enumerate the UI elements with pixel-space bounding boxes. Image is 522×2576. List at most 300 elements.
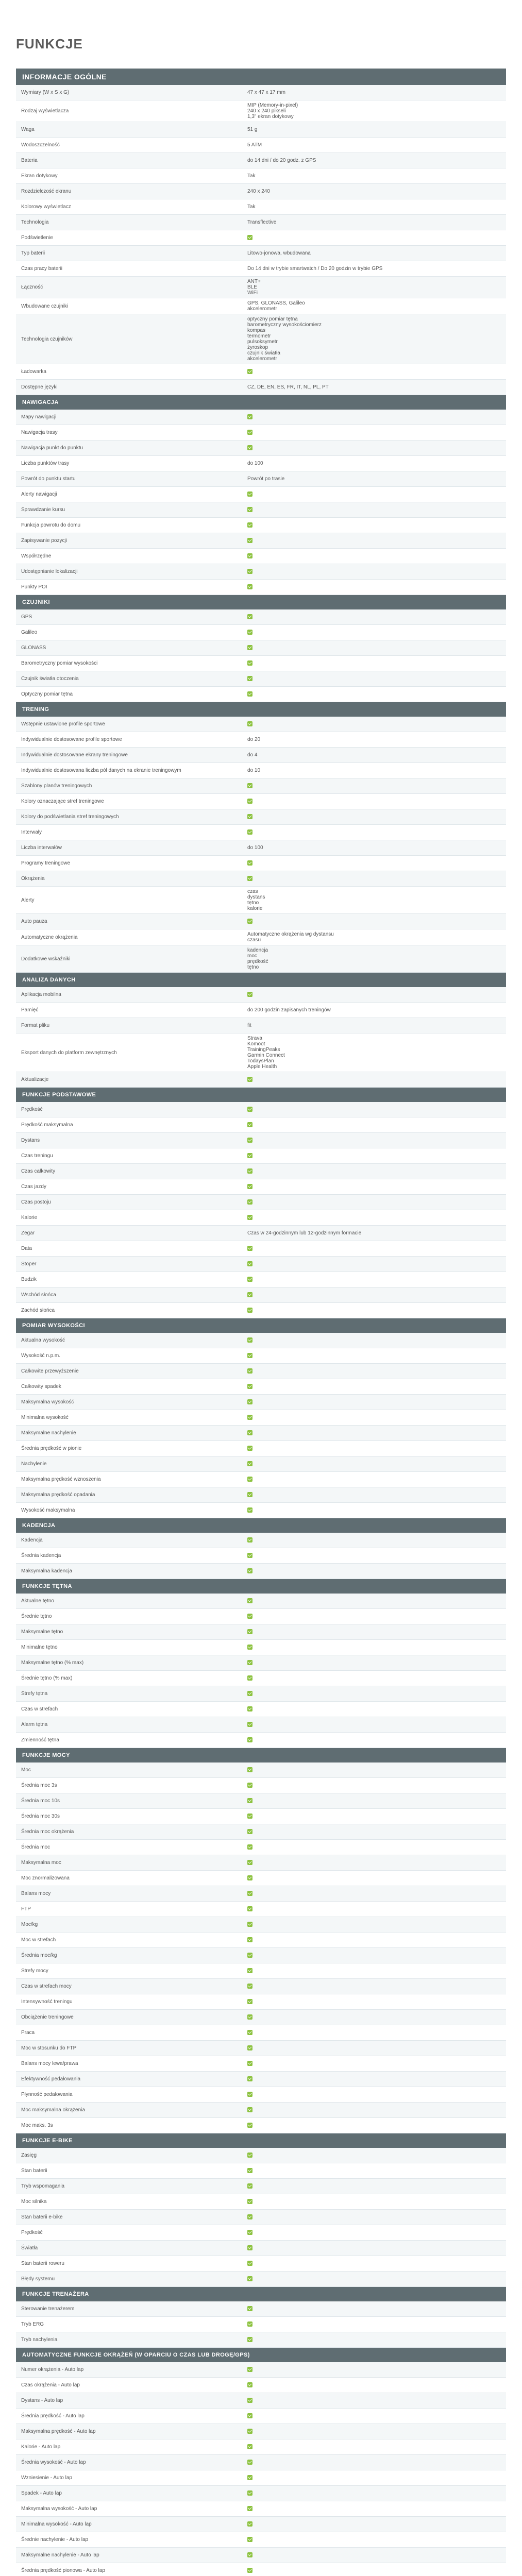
spec-row [16, 1594, 506, 1609]
check-icon [247, 1399, 252, 1404]
spec-label: Maksymalne nachylenie - Auto lap [16, 2548, 242, 2563]
spec-value-check [242, 2118, 506, 2133]
spec-value-check [242, 1164, 506, 1179]
spec-label: Średnia prędkość w pionie [16, 1441, 242, 1456]
spec-label: Światła [16, 2241, 242, 2256]
spec-section [16, 2133, 506, 2287]
spec-value-check [242, 2241, 506, 2256]
spec-value-check [242, 2025, 506, 2041]
spec-table [16, 2148, 506, 2287]
spec-value-check [242, 1778, 506, 1793]
spec-row [16, 2548, 506, 2563]
spec-section [16, 69, 506, 395]
spec-label: Ładowarka [16, 364, 242, 380]
check-icon [247, 1168, 252, 1174]
spec-value-text: do 4 [247, 752, 258, 758]
spec-row [16, 85, 506, 100]
spec-row [16, 2439, 506, 2455]
spec-row [16, 2532, 506, 2548]
spec-section [16, 2287, 506, 2348]
check-icon [247, 919, 252, 924]
spec-value-check [242, 2548, 506, 2563]
section-header: FUNKCJE PODSTAWOWE [16, 1088, 506, 1102]
spec-row [16, 199, 506, 215]
spec-row [16, 1272, 506, 1287]
spec-value-check [242, 2256, 506, 2272]
spec-value-check [242, 1793, 506, 1809]
spec-label: Wbudowane czujniki [16, 298, 242, 314]
spec-label: Alarm tętna [16, 1717, 242, 1733]
spec-label: Czas całkowity [16, 1164, 242, 1179]
spec-label: Średnie tętno [16, 1609, 242, 1624]
spec-row [16, 1886, 506, 1902]
spec-value [242, 215, 506, 230]
spec-row [16, 1179, 506, 1195]
section-header: POMIAR WYSOKOŚCI [16, 1318, 506, 1333]
spec-row [16, 1933, 506, 1948]
spec-value [242, 1018, 506, 1033]
check-icon [247, 1906, 252, 1911]
section-header: FUNKCJE E-BIKE [16, 2133, 506, 2148]
spec-value-check [242, 2517, 506, 2532]
section-header: AUTOMATYCZNE FUNKCJE OKRĄŻEŃ (W OPARCIU O CZAS LUB DROGĘ/GPS) [16, 2348, 506, 2362]
spec-value-text: Strava Komoot TrainingPeaks Garmin Connect TodaysPlan Apple Health [247, 1036, 285, 1070]
check-icon [247, 553, 252, 558]
spec-value-text: Automatyczne okrążenia wg dystansu czasu [247, 931, 334, 943]
spec-value-check [242, 2332, 506, 2348]
spec-label: Średnia wysokość - Auto lap [16, 2455, 242, 2470]
spec-value-check [242, 2103, 506, 2118]
spec-row [16, 2272, 506, 2287]
check-icon [247, 2429, 252, 2434]
spec-label: Wymiary (W x S x G) [16, 85, 242, 100]
check-icon [247, 2568, 252, 2573]
section-header: FUNKCJE TRENAŻERA [16, 2287, 506, 2301]
spec-value-text: GPS, GLONASS, Galileo akcelerometr [247, 300, 305, 312]
section-header: NAWIGACJA [16, 395, 506, 410]
spec-label: Łączność [16, 277, 242, 298]
spec-label: Czas postoju [16, 1195, 242, 1210]
spec-section [16, 1748, 506, 2133]
spec-label: Spadek - Auto lap [16, 2486, 242, 2501]
spec-row [16, 2517, 506, 2532]
spec-value [242, 887, 506, 914]
spec-row [16, 1257, 506, 1272]
spec-table [16, 609, 506, 702]
spec-label: Średnia moc/kg [16, 1948, 242, 1963]
check-icon [247, 1199, 252, 1205]
spec-row [16, 2301, 506, 2317]
spec-row [16, 2455, 506, 2470]
spec-row [16, 425, 506, 440]
spec-row [16, 1733, 506, 1748]
spec-label: Moc znormalizowana [16, 1871, 242, 1886]
spec-row [16, 1855, 506, 1871]
spec-value-check [242, 2439, 506, 2455]
spec-value-check [242, 1348, 506, 1364]
spec-label: Budzik [16, 1272, 242, 1287]
spec-label: Indywidualnie dostosowane profile sportowe [16, 732, 242, 748]
check-icon [247, 2321, 252, 2327]
spec-row [16, 2118, 506, 2133]
spec-label: Balans mocy [16, 1886, 242, 1902]
spec-label: Liczba punktów trasy [16, 456, 242, 471]
spec-value [242, 748, 506, 763]
spec-value-check [242, 2317, 506, 2332]
spec-row [16, 609, 506, 625]
spec-row [16, 1548, 506, 1564]
spec-row [16, 914, 506, 929]
spec-row [16, 1018, 506, 1033]
spec-label: Dostępne języki [16, 380, 242, 395]
spec-row [16, 2194, 506, 2210]
spec-value [242, 246, 506, 261]
spec-value-check [242, 2225, 506, 2241]
spec-label: Sprawdzanie kursu [16, 502, 242, 518]
spec-table [16, 717, 506, 973]
spec-value-check [242, 1640, 506, 1655]
spec-value-text: CZ, DE, EN, ES, FR, IT, NL, PL, PT [247, 384, 329, 390]
spec-value-check [242, 2210, 506, 2225]
spec-row [16, 2010, 506, 2025]
spec-value-check [242, 809, 506, 825]
spec-value-check [242, 2148, 506, 2163]
spec-row [16, 1487, 506, 1503]
spec-section [16, 1518, 506, 1579]
spec-value [242, 1033, 506, 1072]
spec-value [242, 298, 506, 314]
spec-row [16, 2087, 506, 2103]
spec-label: Moc w strefach [16, 1933, 242, 1948]
spec-row [16, 1379, 506, 1395]
spec-row [16, 2225, 506, 2241]
spec-row [16, 1210, 506, 1226]
spec-row [16, 261, 506, 277]
check-icon [247, 1277, 252, 1282]
spec-value-text: 240 x 240 [247, 189, 270, 194]
spec-row [16, 1762, 506, 1778]
spec-value-check [242, 1702, 506, 1717]
spec-table [16, 410, 506, 595]
spec-value-check [242, 440, 506, 456]
spec-label: Powrót do punktu startu [16, 471, 242, 487]
check-icon [247, 2230, 252, 2235]
spec-value-check [242, 1133, 506, 1148]
spec-row [16, 1117, 506, 1133]
spec-value [242, 471, 506, 487]
spec-value [242, 168, 506, 184]
section-header: FUNKCJE TĘTNA [16, 1579, 506, 1594]
spec-value-text: Do 14 dni w trybie smartwatch / Do 20 godzin w trybie GPS [247, 266, 383, 272]
spec-value-check [242, 687, 506, 702]
check-icon [247, 2382, 252, 2387]
spec-label: Stan baterii e-bike [16, 2210, 242, 2225]
spec-section [16, 973, 506, 1088]
spec-label: Wzniesienie - Auto lap [16, 2470, 242, 2486]
check-icon [247, 2076, 252, 2081]
spec-row [16, 1503, 506, 1518]
section-header: CZUJNIKI [16, 595, 506, 609]
spec-section [16, 395, 506, 595]
spec-row [16, 1948, 506, 1963]
check-icon [247, 799, 252, 804]
spec-value-text: fit [247, 1023, 251, 1028]
check-icon [247, 2490, 252, 2496]
spec-table [16, 2362, 506, 2576]
spec-value-check [242, 2163, 506, 2179]
spec-value [242, 929, 506, 945]
spec-row [16, 2148, 506, 2163]
spec-row [16, 215, 506, 230]
check-icon [247, 2030, 252, 2035]
spec-label: Tryb nachylenia [16, 2332, 242, 2348]
spec-label: Czas w strefach [16, 1702, 242, 1717]
spec-row [16, 1195, 506, 1210]
check-icon [247, 1691, 252, 1696]
spec-row [16, 2393, 506, 2409]
spec-row [16, 456, 506, 471]
spec-label: Punkty POI [16, 580, 242, 595]
spec-label: Wysokość maksymalna [16, 1503, 242, 1518]
spec-value-check [242, 580, 506, 595]
spec-label: Maksymalne tętno [16, 1624, 242, 1640]
check-icon [247, 2153, 252, 2158]
spec-value-check [242, 2301, 506, 2317]
check-icon [247, 2306, 252, 2311]
spec-value-check [242, 1948, 506, 1963]
spec-label: Średnia prędkość - Auto lap [16, 2409, 242, 2424]
spec-row [16, 1564, 506, 1579]
check-icon [247, 1875, 252, 1880]
spec-row [16, 1871, 506, 1886]
spec-row [16, 794, 506, 809]
spec-value-check [242, 2362, 506, 2378]
spec-value-text: MIP (Memory-in-pixel) 240 x 240 pikseli 1,3" ekran dotykowy [247, 103, 298, 120]
check-icon [247, 1844, 252, 1850]
spec-label: Szablony planów treningowych [16, 778, 242, 794]
spec-section [16, 1579, 506, 1748]
spec-label: Automatyczne okrążenia [16, 929, 242, 945]
spec-row [16, 671, 506, 687]
spec-label: Współrzędne [16, 549, 242, 564]
check-icon [247, 1261, 252, 1266]
spec-value [242, 153, 506, 168]
spec-label: Całkowite przewyższenie [16, 1364, 242, 1379]
check-icon [247, 522, 252, 528]
spec-value-check [242, 1655, 506, 1671]
spec-label: FTP [16, 1902, 242, 1917]
check-icon [247, 414, 252, 419]
check-icon [247, 1598, 252, 1603]
spec-row [16, 277, 506, 298]
check-icon [247, 1568, 252, 1573]
spec-value-check [242, 1410, 506, 1426]
spec-label: Eksport danych do platform zewnętrznych [16, 1033, 242, 1072]
spec-row [16, 809, 506, 825]
check-icon [247, 660, 252, 666]
spec-row [16, 1348, 506, 1364]
spec-row [16, 887, 506, 914]
spec-row [16, 929, 506, 945]
spec-value-check [242, 1333, 506, 1348]
spec-row [16, 564, 506, 580]
spec-row [16, 1963, 506, 1979]
spec-table [16, 1533, 506, 1579]
spec-label: Czas w strefach mocy [16, 1979, 242, 1994]
spec-value [242, 100, 506, 122]
spec-value [242, 184, 506, 199]
check-icon [247, 1891, 252, 1896]
spec-label: Moc [16, 1762, 242, 1778]
spec-value-text: do 20 [247, 737, 261, 742]
spec-row [16, 2317, 506, 2332]
spec-label: Kolorowy wyświetlacz [16, 199, 242, 215]
spec-section [16, 702, 506, 973]
spec-row [16, 364, 506, 380]
spec-row [16, 1702, 506, 1717]
spec-row [16, 1410, 506, 1426]
spec-row [16, 1809, 506, 1824]
spec-row [16, 687, 506, 702]
spec-value-check [242, 1855, 506, 1871]
spec-value-check [242, 230, 506, 246]
spec-value-check [242, 2041, 506, 2056]
spec-label: Stoper [16, 1257, 242, 1272]
spec-row [16, 1303, 506, 1318]
spec-label: Pamięć [16, 1003, 242, 1018]
spec-value-check [242, 1102, 506, 1117]
spec-row [16, 1133, 506, 1148]
page-title: FUNKCJE [16, 36, 83, 52]
spec-value-check [242, 1472, 506, 1487]
spec-label: Galileo [16, 625, 242, 640]
spec-row [16, 2103, 506, 2118]
spec-value-check [242, 856, 506, 871]
spec-value [242, 945, 506, 973]
spec-label: Kolory oznaczające stref treningowe [16, 794, 242, 809]
spec-value-check [242, 1533, 506, 1548]
spec-row [16, 1994, 506, 2010]
spec-row [16, 184, 506, 199]
spec-label: Kolory do podświetlania stref treningowych [16, 809, 242, 825]
spec-row [16, 1033, 506, 1072]
spec-row [16, 2163, 506, 2179]
check-icon [247, 1968, 252, 1973]
spec-value-check [242, 564, 506, 580]
spec-value-check [242, 2470, 506, 2486]
spec-value [242, 85, 506, 100]
spec-row [16, 717, 506, 732]
check-icon [247, 1814, 252, 1819]
check-icon [247, 614, 252, 619]
spec-row [16, 2072, 506, 2087]
spec-value-check [242, 2194, 506, 2210]
spec-value-check [242, 2378, 506, 2393]
check-icon [247, 445, 252, 450]
spec-label: Prędkość [16, 1102, 242, 1117]
spec-value-check [242, 410, 506, 425]
spec-row [16, 549, 506, 564]
spec-label: Kalorie - Auto lap [16, 2439, 242, 2455]
check-icon [247, 1798, 252, 1803]
spec-label: Średnia kadencja [16, 1548, 242, 1564]
spec-row [16, 2041, 506, 2056]
spec-value-text: Powrót po trasie [247, 476, 285, 482]
check-icon [247, 1384, 252, 1389]
spec-row [16, 763, 506, 778]
spec-value-check [242, 2272, 506, 2287]
check-icon [247, 538, 252, 543]
check-icon [247, 1122, 252, 1127]
spec-value-text: Tak [247, 173, 256, 179]
spec-label: Płynność pedałowania [16, 2087, 242, 2103]
check-icon [247, 2521, 252, 2527]
spec-label: Średnie tętno (% max) [16, 1671, 242, 1686]
spec-label: Mapy nawigacji [16, 410, 242, 425]
check-icon [247, 1337, 252, 1343]
check-icon [247, 1767, 252, 1772]
check-icon [247, 2460, 252, 2465]
spec-label: Funkcja powrotu do domu [16, 518, 242, 533]
spec-value [242, 732, 506, 748]
spec-value-text: do 200 godzin zapisanych treningów [247, 1007, 331, 1013]
spec-row [16, 122, 506, 138]
spec-value-check [242, 1994, 506, 2010]
check-icon [247, 1675, 252, 1681]
spec-label: Dystans - Auto lap [16, 2393, 242, 2409]
spec-row [16, 440, 506, 456]
spec-value-check [242, 1487, 506, 1503]
spec-row [16, 2362, 506, 2378]
check-icon [247, 1461, 252, 1466]
spec-label: Strefy tętna [16, 1686, 242, 1702]
check-icon [247, 2199, 252, 2204]
spec-table [16, 1762, 506, 2133]
spec-label: Prędkość [16, 2225, 242, 2241]
spec-label: Optyczny pomiar tętna [16, 687, 242, 702]
spec-value-check [242, 1272, 506, 1287]
spec-row [16, 2025, 506, 2041]
spec-label: Prędkość maksymalna [16, 1117, 242, 1133]
spec-label: Rozdzielczość ekranu [16, 184, 242, 199]
spec-row [16, 1824, 506, 1840]
spec-label: Maksymalna moc [16, 1855, 242, 1871]
check-icon [247, 1308, 252, 1313]
check-icon [247, 1430, 252, 1435]
spec-row [16, 1979, 506, 1994]
spec-value-check [242, 2179, 506, 2194]
spec-label: Czas okrążenia - Auto lap [16, 2378, 242, 2393]
spec-row [16, 640, 506, 656]
spec-label: Aplikacja mobilna [16, 987, 242, 1003]
spec-value-check [242, 1902, 506, 1917]
spec-row [16, 2470, 506, 2486]
check-icon [247, 876, 252, 881]
check-icon [247, 1629, 252, 1634]
check-icon [247, 2045, 252, 2050]
check-icon [247, 829, 252, 835]
spec-label: Moc maks. 3s [16, 2118, 242, 2133]
spec-row [16, 1072, 506, 1088]
spec-label: Numer okrążenia - Auto lap [16, 2362, 242, 2378]
check-icon [247, 860, 252, 866]
spec-label: GPS [16, 609, 242, 625]
check-icon [247, 2107, 252, 2112]
spec-value-text: Litowo-jonowa, wbudowana [247, 250, 311, 256]
spec-value-text: 51 g [247, 127, 258, 132]
spec-value [242, 1003, 506, 1018]
spec-row [16, 2563, 506, 2576]
